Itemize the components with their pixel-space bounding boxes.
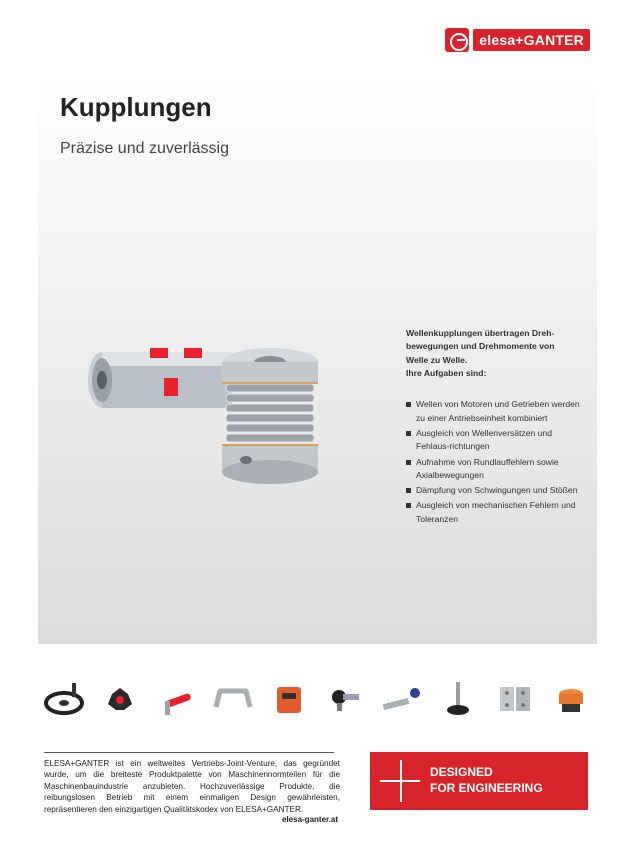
oil-plug-icon	[549, 677, 593, 721]
plus-icon	[370, 752, 430, 810]
clamping-lever-icon	[155, 677, 199, 721]
info-box	[406, 327, 586, 528]
pull-handle-icon	[211, 677, 255, 721]
intro-line: Wellenkupplungen übertragen Dreh-	[406, 328, 555, 338]
lever-icon	[380, 677, 424, 721]
task-list	[406, 398, 586, 526]
footer-description: ELESA+GANTER ist ein weltweites Vertriebs-Joint-Venture, das gegründet wurde, um die breiteste Produktpalette von Maschinennormteilen für die Maschinenbauindustrie anzubieten. Hochzuverlässige Produkte, die reibungslosen Betrieb mit einem einmaligen Design gewährleisten, repräsentieren den einzigartigen Qualitätskodex von ELESA+GANTER.	[44, 759, 340, 814]
website-link[interactable]: elesa-ganter.at	[282, 815, 339, 824]
intro-line: Welle zu Welle.	[406, 354, 468, 365]
task-item: Ausgleich von Wellenversätzen und Fehlaus-richtungen	[406, 427, 586, 454]
brand-logo	[445, 28, 590, 52]
intro-line: Ihre Aufgaben sind:	[406, 367, 487, 378]
brand-mark-icon	[445, 28, 469, 52]
product-thumbnail-strip	[38, 664, 597, 734]
task-item: Ausgleich von mechanischen Fehlern und Toleranzen	[406, 499, 586, 526]
badge-text	[430, 765, 543, 796]
indexing-plunger-icon	[324, 677, 368, 721]
task-item: Aufnahme von Rundlauffehlern sowie Axialbewegungen	[406, 456, 586, 483]
hinge-icon	[493, 677, 537, 721]
badge-line: FOR ENGINEERING	[430, 781, 543, 795]
star-knob-icon	[98, 677, 142, 721]
brand-wordmark: elesa+GANTER	[473, 29, 590, 51]
position-indicator-icon	[267, 677, 311, 721]
handwheel-icon	[42, 677, 86, 721]
task-item: Wellen von Motoren und Getrieben werden zu einer Antriebseinheit kombiniert	[406, 398, 586, 425]
info-intro	[406, 327, 586, 380]
coupling-product-image	[80, 330, 330, 510]
designed-for-engineering-badge	[370, 752, 588, 810]
task-item: Dämpfung von Schwingungen und Stößen	[406, 484, 586, 497]
page-title: Kupplungen	[60, 92, 212, 122]
page-subtitle: Präzise und zuverlässig	[60, 140, 229, 157]
intro-line: bewegungen und Drehmomente von	[406, 341, 555, 352]
leveling-foot-icon	[436, 677, 480, 721]
badge-line: DESIGNED	[430, 765, 493, 780]
footer-divider	[44, 752, 334, 753]
